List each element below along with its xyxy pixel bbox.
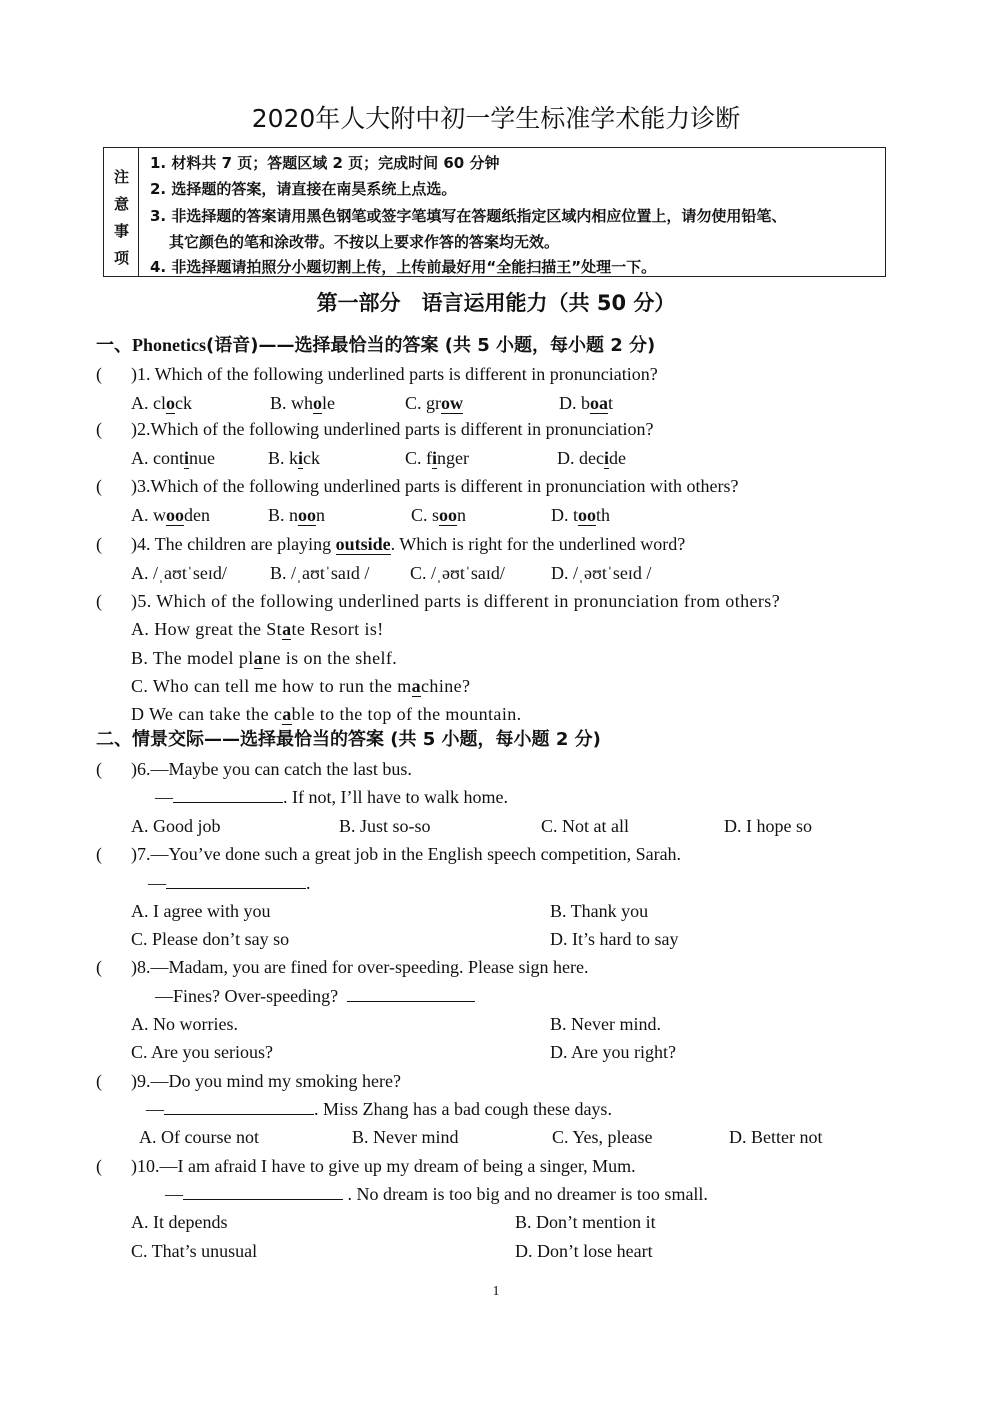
reply-line: — . No dream is too big and no dreamer is too small. — [165, 1184, 708, 1204]
option: C. Yes, please — [552, 1127, 653, 1147]
notice-label-char: 注 — [113, 168, 129, 186]
option: D. Don’t lose heart — [515, 1241, 653, 1261]
question-9-stem: )9.—Do you mind my smoking here? — [131, 1071, 401, 1091]
option: A. How great the State Resort is! — [131, 619, 384, 639]
option: C. Please don’t say so — [131, 929, 290, 949]
option: D. decide — [557, 448, 626, 468]
notice-label-char: 事 — [113, 222, 129, 240]
question-3-stem: )3.Which of the following underlined parts is different in pronunciation with others? — [131, 476, 739, 496]
question-8-stem: )8.—Madam, you are fined for over-speeding. Please sign here. — [131, 957, 589, 977]
notice-line: 2. 选择题的答案，请直接在南昊系统上点选。 — [150, 180, 457, 198]
option: A. Good job — [131, 816, 221, 836]
option: B. Just so-so — [339, 816, 431, 836]
option: A. It depends — [131, 1212, 228, 1232]
notice-label-char: 意 — [113, 195, 129, 213]
notice-box — [103, 147, 886, 277]
option: B. noon — [268, 505, 326, 525]
option: A. I agree with you — [131, 901, 271, 921]
reply-line: — . Miss Zhang has a bad cough these days. — [146, 1099, 612, 1119]
reply-line: — . If not, I’ll have to walk home. — [155, 787, 508, 807]
question-6-stem: )6.—Maybe you can catch the last bus. — [131, 759, 412, 779]
reply-line: —Fines? Over-speeding? — [155, 987, 475, 1005]
question-2-stem: )2.Which of the following underlined parts is different in pronunciation? — [131, 419, 654, 439]
option: C. /ˌəʊtˈsaɪd/ — [410, 563, 505, 583]
option: D. I hope so — [724, 816, 812, 836]
notice-line: 4. 非选择题请拍照分小题切割上传，上传前最好用“全能扫描王”处理一下。 — [150, 258, 657, 276]
option: C. soon — [411, 505, 467, 525]
answer-blank — [173, 788, 283, 803]
option: C. grow — [405, 393, 463, 413]
answer-paren: ( — [96, 1156, 102, 1176]
option: B. The model plane is on the shelf. — [131, 648, 398, 668]
section-heading-dialogue: 二、情景交际——选择最恰当的答案 (共 5 小题，每小题 2 分) — [96, 729, 601, 750]
option: C. Who can tell me how to run the machine? — [131, 676, 471, 696]
notice-label — [104, 148, 139, 276]
part-title: 第一部分 语言运用能力（共 50 分） — [316, 291, 676, 315]
option: C. finger — [405, 448, 469, 468]
notice-line: 1. 材料共 7 页；答题区域 2 页；完成时间 60 分钟 — [150, 154, 500, 172]
option: D We can take the cable to the top of the mountain. — [131, 704, 522, 724]
answer-paren: ( — [96, 534, 102, 554]
question-1-stem: )1. Which of the following underlined parts is different in pronunciation? — [131, 364, 658, 384]
answer-paren: ( — [96, 844, 102, 864]
page-title: 2020年人大附中初一学生标准学术能力诊断 — [251, 104, 741, 133]
reply-line: — . — [148, 873, 311, 893]
answer-blank — [183, 1185, 343, 1200]
answer-paren: ( — [96, 1071, 102, 1091]
option: B. /ˌaʊtˈsaɪd / — [270, 563, 370, 583]
question-10-stem: )10.—I am afraid I have to give up my dream of being a singer, Mum. — [131, 1156, 636, 1176]
option: D. Are you right? — [550, 1042, 676, 1062]
answer-paren: ( — [96, 364, 102, 384]
option: A. wooden — [131, 505, 210, 525]
option: B. kick — [268, 448, 321, 468]
answer-paren: ( — [96, 591, 102, 611]
option: A. /ˌaʊtˈseɪd/ — [131, 563, 227, 583]
option: A. clock — [131, 393, 192, 413]
option: A. Of course not — [139, 1127, 259, 1147]
option: A. continue — [131, 448, 216, 468]
answer-paren: ( — [96, 476, 102, 496]
option: C. That’s unusual — [131, 1241, 258, 1261]
notice-line: 3. 非选择题的答案请用黑色钢笔或签字笔填写在答题纸指定区域内相应位置上，请勿使用铅笔、 — [150, 207, 787, 225]
answer-blank — [164, 1100, 314, 1115]
answer-paren: ( — [96, 759, 102, 779]
option: D. boat — [559, 393, 614, 413]
option: D. Better not — [729, 1127, 823, 1147]
answer-paren: ( — [96, 419, 102, 439]
option: D. It’s hard to say — [550, 929, 679, 949]
option: B. Never mind — [352, 1127, 459, 1147]
option: B. Thank you — [550, 901, 649, 921]
option: B. Don’t mention it — [515, 1212, 656, 1232]
option: D. tooth — [551, 505, 611, 525]
option: C. Are you serious? — [131, 1042, 273, 1062]
option: C. Not at all — [541, 816, 629, 836]
question-4-stem: )4. The children are playing outside. Which is right for the underlined word? — [131, 534, 686, 554]
page-number: 1 — [492, 1284, 500, 1299]
notice-line: 其它颜色的笔和涂改带。不按以上要求作答的答案均无效。 — [169, 233, 560, 251]
section-heading-phonetics: 一、Phonetics(语音)——选择最恰当的答案 (共 5 小题，每小题 2 分) — [96, 335, 656, 356]
answer-blank — [166, 874, 306, 889]
option: B. Never mind. — [550, 1014, 661, 1034]
notice-label-char: 项 — [113, 249, 129, 267]
question-5-stem: )5. Which of the following underlined parts is different in pronunciation from others? — [131, 591, 781, 611]
answer-blank — [347, 987, 475, 1002]
option: B. whole — [270, 393, 336, 413]
option: D. /ˌəʊtˈseɪd / — [551, 563, 652, 583]
option: A. No worries. — [131, 1014, 238, 1034]
question-7-stem: )7.—You’ve done such a great job in the English speech competition, Sarah. — [131, 844, 682, 864]
answer-paren: ( — [96, 957, 102, 977]
